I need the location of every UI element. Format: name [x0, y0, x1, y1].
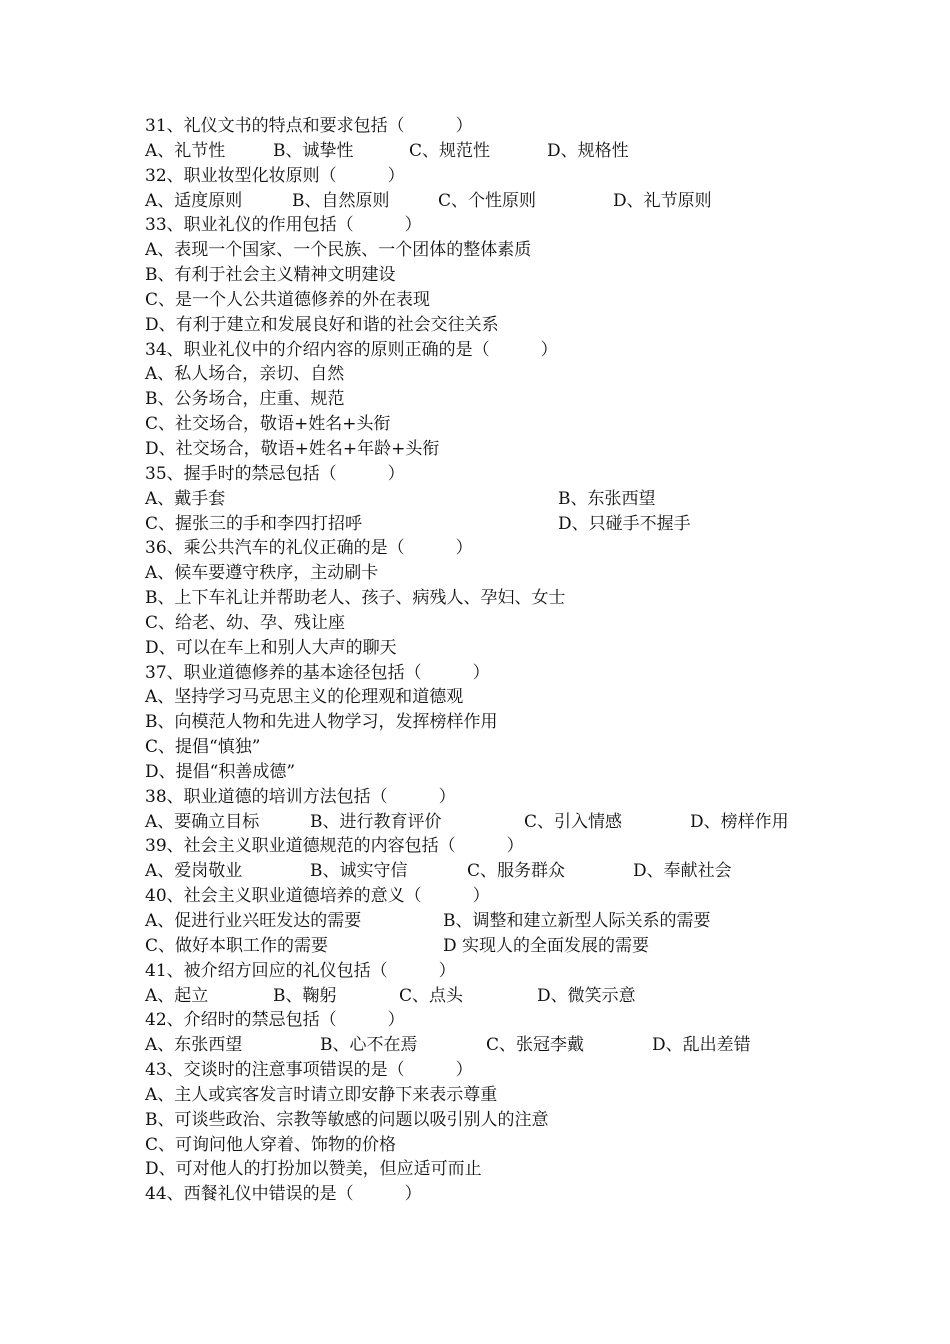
option-line: B、有利于社会主义精神文明建设 [145, 265, 396, 286]
option-c: C、点头 [399, 985, 464, 1006]
option-a: A、戴手套 [145, 488, 226, 509]
option-c: C、服务群众 [467, 861, 566, 882]
option-b: B、诚实守信 [310, 861, 408, 882]
inline-options [145, 810, 845, 835]
question-stem: 44、西餐礼仪中错误的是（ ） [145, 1184, 422, 1205]
option-a: A、适度原则 [145, 190, 243, 211]
option-line: C、是一个人公共道德修养的外在表现 [145, 289, 431, 310]
option-b: B、鞠躬 [273, 985, 337, 1006]
inline-options [145, 984, 845, 1009]
paired-options [145, 934, 845, 959]
option-b: B、自然原则 [292, 190, 390, 211]
option-a: A、要确立目标 [145, 811, 260, 832]
question-stem: 40、社会主义职业道德培养的意义（ ） [145, 886, 490, 907]
question-stem: 41、被介绍方回应的礼仪包括（ ） [145, 960, 456, 981]
option-line: D、有利于建立和发展良好和谐的社会交往关系 [145, 314, 499, 335]
paired-options [145, 909, 845, 934]
option-line: A、坚持学习马克思主义的伦理观和道德观 [145, 687, 464, 708]
option-c: C、引入情感 [524, 811, 623, 832]
option-a: A、东张西望 [145, 1035, 243, 1056]
option-d: D 实现人的全面发展的需要 [443, 935, 650, 956]
question-stem: 38、职业道德的培训方法包括（ ） [145, 786, 456, 807]
inline-options [145, 139, 845, 164]
option-c: C、握张三的手和李四打招呼 [145, 513, 363, 534]
inline-options [145, 859, 845, 884]
option-c: C、做好本职工作的需要 [145, 935, 329, 956]
option-line: C、社交场合，敬语+姓名+头衔 [145, 414, 391, 435]
option-line: A、表现一个国家、一个民族、一个团体的整体素质 [145, 240, 532, 261]
question-stem: 31、礼仪文书的特点和要求包括（ ） [145, 116, 473, 136]
option-d: D、榜样作用 [690, 811, 789, 832]
inline-options [145, 1033, 845, 1058]
option-a: A、爱岗敬业 [145, 861, 243, 882]
question-stem: 36、乘公共汽车的礼仪正确的是（ ） [145, 538, 473, 559]
option-line: A、候车要遵守秩序，主动刷卡 [145, 563, 379, 584]
option-c: C、个性原则 [438, 190, 537, 211]
option-line: D、提倡“积善成德” [145, 761, 296, 782]
question-stem: 42、介绍时的禁忌包括（ ） [145, 1010, 405, 1031]
option-line: B、公务场合，庄重、规范 [145, 389, 345, 410]
option-c: C、张冠李戴 [486, 1035, 585, 1056]
option-b: B、诚挚性 [273, 140, 354, 161]
question-list [145, 114, 845, 1207]
option-line: C、可询问他人穿着、饰物的价格 [145, 1134, 397, 1155]
question-stem: 32、职业妆型化妆原则（ ） [145, 165, 405, 186]
option-line: A、主人或宾客发言时请立即安静下来表示尊重 [145, 1084, 498, 1105]
option-line: C、给老、幼、孕、残让座 [145, 612, 346, 633]
option-c: C、规范性 [409, 140, 491, 161]
option-line: B、向模范人物和先进人物学习，发挥榜样作用 [145, 712, 498, 733]
question-stem: 35、握手时的禁忌包括（ ） [145, 463, 405, 484]
option-d: D、规格性 [547, 140, 629, 161]
question-stem: 39、社会主义职业道德规范的内容包括（ ） [145, 836, 524, 857]
option-line: B、可谈些政治、宗教等敏感的问题以吸引别人的注意 [145, 1109, 549, 1130]
inline-options [145, 189, 845, 214]
option-d: D、微笑示意 [537, 985, 636, 1006]
option-d: D、奉献社会 [633, 861, 732, 882]
question-stem: 34、职业礼仪中的介绍内容的原则正确的是（ ） [145, 339, 558, 360]
option-b: B、心不在焉 [320, 1035, 418, 1056]
option-a: A、起立 [145, 985, 209, 1006]
option-a: A、礼节性 [145, 140, 226, 161]
option-line: A、私人场合，亲切、自然 [145, 364, 345, 385]
option-line: D、可以在车上和别人大声的聊天 [145, 637, 397, 658]
option-line: C、提倡“慎独” [145, 737, 261, 758]
paired-options [145, 512, 845, 537]
option-d: D、礼节原则 [613, 190, 712, 211]
option-b: B、东张西望 [558, 488, 656, 509]
option-b: B、调整和建立新型人际关系的需要 [443, 911, 711, 931]
option-line: D、社交场合，敬语+姓名+年龄+头衔 [145, 438, 440, 459]
option-d: D、乱出差错 [652, 1035, 751, 1056]
option-d: D、只碰手不握手 [558, 513, 691, 534]
paired-options [145, 487, 845, 512]
question-stem: 37、职业道德修养的基本途径包括（ ） [145, 662, 490, 683]
question-stem: 43、交谈时的注意事项错误的是（ ） [145, 1060, 473, 1081]
option-line: D、可对他人的打扮加以赞美，但应适可而止 [145, 1159, 482, 1180]
option-a: A、促进行业兴旺发达的需要 [145, 911, 362, 931]
option-b: B、进行教育评价 [310, 811, 442, 832]
option-line: B、上下车礼让并帮助老人、孩子、病残人、孕妇、女士 [145, 588, 566, 609]
question-stem: 33、职业礼仪的作用包括（ ） [145, 215, 422, 236]
